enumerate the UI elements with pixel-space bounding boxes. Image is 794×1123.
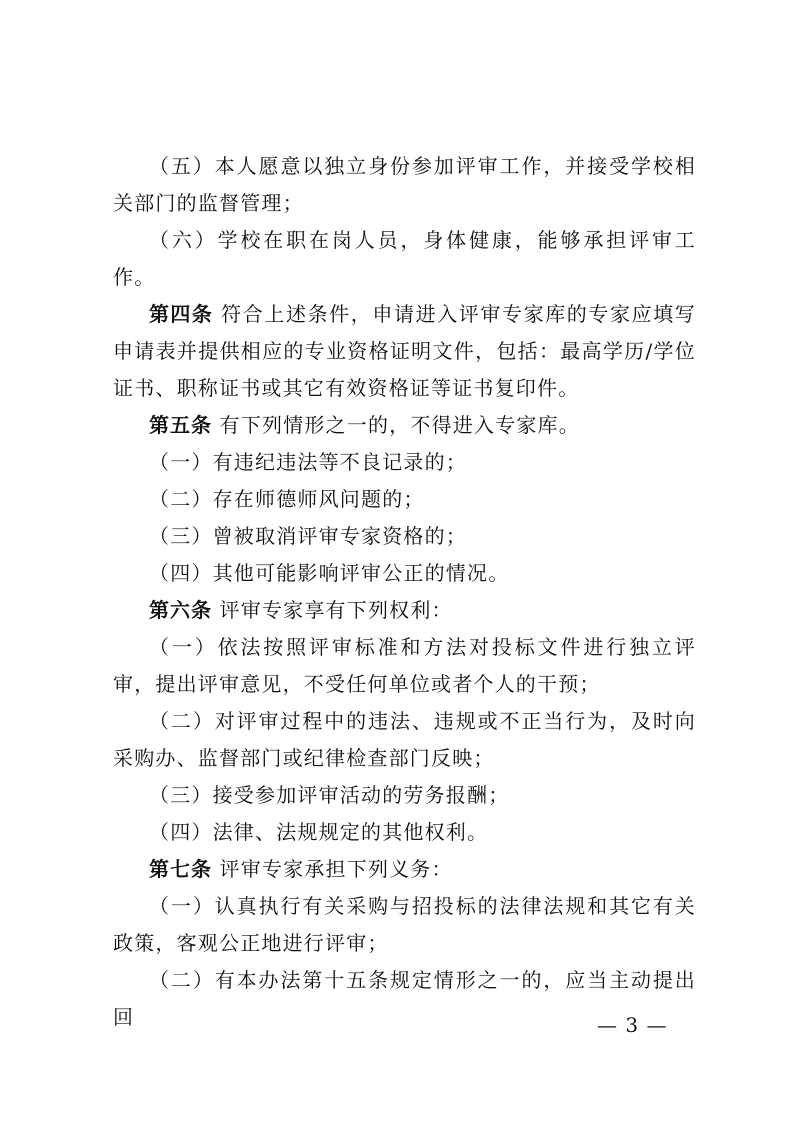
article-heading: 第六条 [149, 598, 212, 622]
paragraph [113, 222, 696, 296]
paragraph-text: （三）接受参加评审活动的劳务报酬； [149, 783, 510, 807]
paragraph-text: 评审专家享有下列权利： [212, 598, 453, 622]
paragraph-text: （一）认真执行有关采购与招投标的法律法规和其它有关政策，客观公正地进行评审； [113, 894, 696, 955]
paragraph [113, 814, 696, 851]
paragraph-text: （二）存在师德师风问题的； [149, 487, 425, 511]
paragraph-text: （五）本人愿意以独立身份参加评审工作，并接受学校相关部门的监督管理； [113, 154, 696, 215]
paragraph-text: 符合上述条件，申请进入评审专家库的专家应填写申请表并提供相应的专业资格证明文件，包括：最高学历/学位证书、职称证书或其它有效资格证等证书复印件。 [113, 302, 697, 400]
paragraph [113, 888, 696, 962]
article-heading: 第七条 [149, 857, 212, 881]
paragraph [113, 481, 696, 518]
paragraph [113, 518, 696, 555]
paragraph [113, 555, 696, 592]
article-paragraph [113, 407, 696, 444]
paragraph [113, 703, 696, 777]
article-paragraph [113, 296, 696, 407]
paragraph [113, 444, 696, 481]
paragraph-text: （六）学校在职在岗人员，身体健康，能够承担评审工作。 [113, 228, 696, 289]
paragraph [113, 629, 696, 703]
paragraph-text: （二）有本办法第十五条规定情形之一的，应当主动提出回 [113, 968, 696, 1029]
paragraph-text: （一）有违纪违法等不良记录的； [149, 450, 467, 474]
article-paragraph [113, 592, 696, 629]
paragraph-text: （一）依法按照评审标准和方法对投标文件进行独立评审，提出评审意见，不受任何单位或者个人的干预； [113, 635, 696, 696]
page-number: — 3 — [597, 1013, 668, 1037]
article-heading: 第四条 [149, 302, 214, 326]
article-paragraph [113, 851, 696, 888]
paragraph [113, 777, 696, 814]
paragraph-text: （四）法律、法规规定的其他权利。 [149, 820, 489, 844]
paragraph-text: （四）其他可能影响评审公正的情况。 [149, 561, 510, 585]
paragraph-text: （二）对评审过程中的违法、违规或不正当行为，及时向采购办、监督部门或纪律检查部门反映； [113, 709, 696, 770]
paragraph [113, 148, 696, 222]
article-heading: 第五条 [149, 413, 212, 437]
paragraph-text: （三）曾被取消评审专家资格的； [149, 524, 467, 548]
document-body [113, 148, 696, 1036]
paragraph-text: 有下列情形之一的，不得进入专家库。 [212, 413, 580, 437]
paragraph-text: 评审专家承担下列义务： [212, 857, 453, 881]
